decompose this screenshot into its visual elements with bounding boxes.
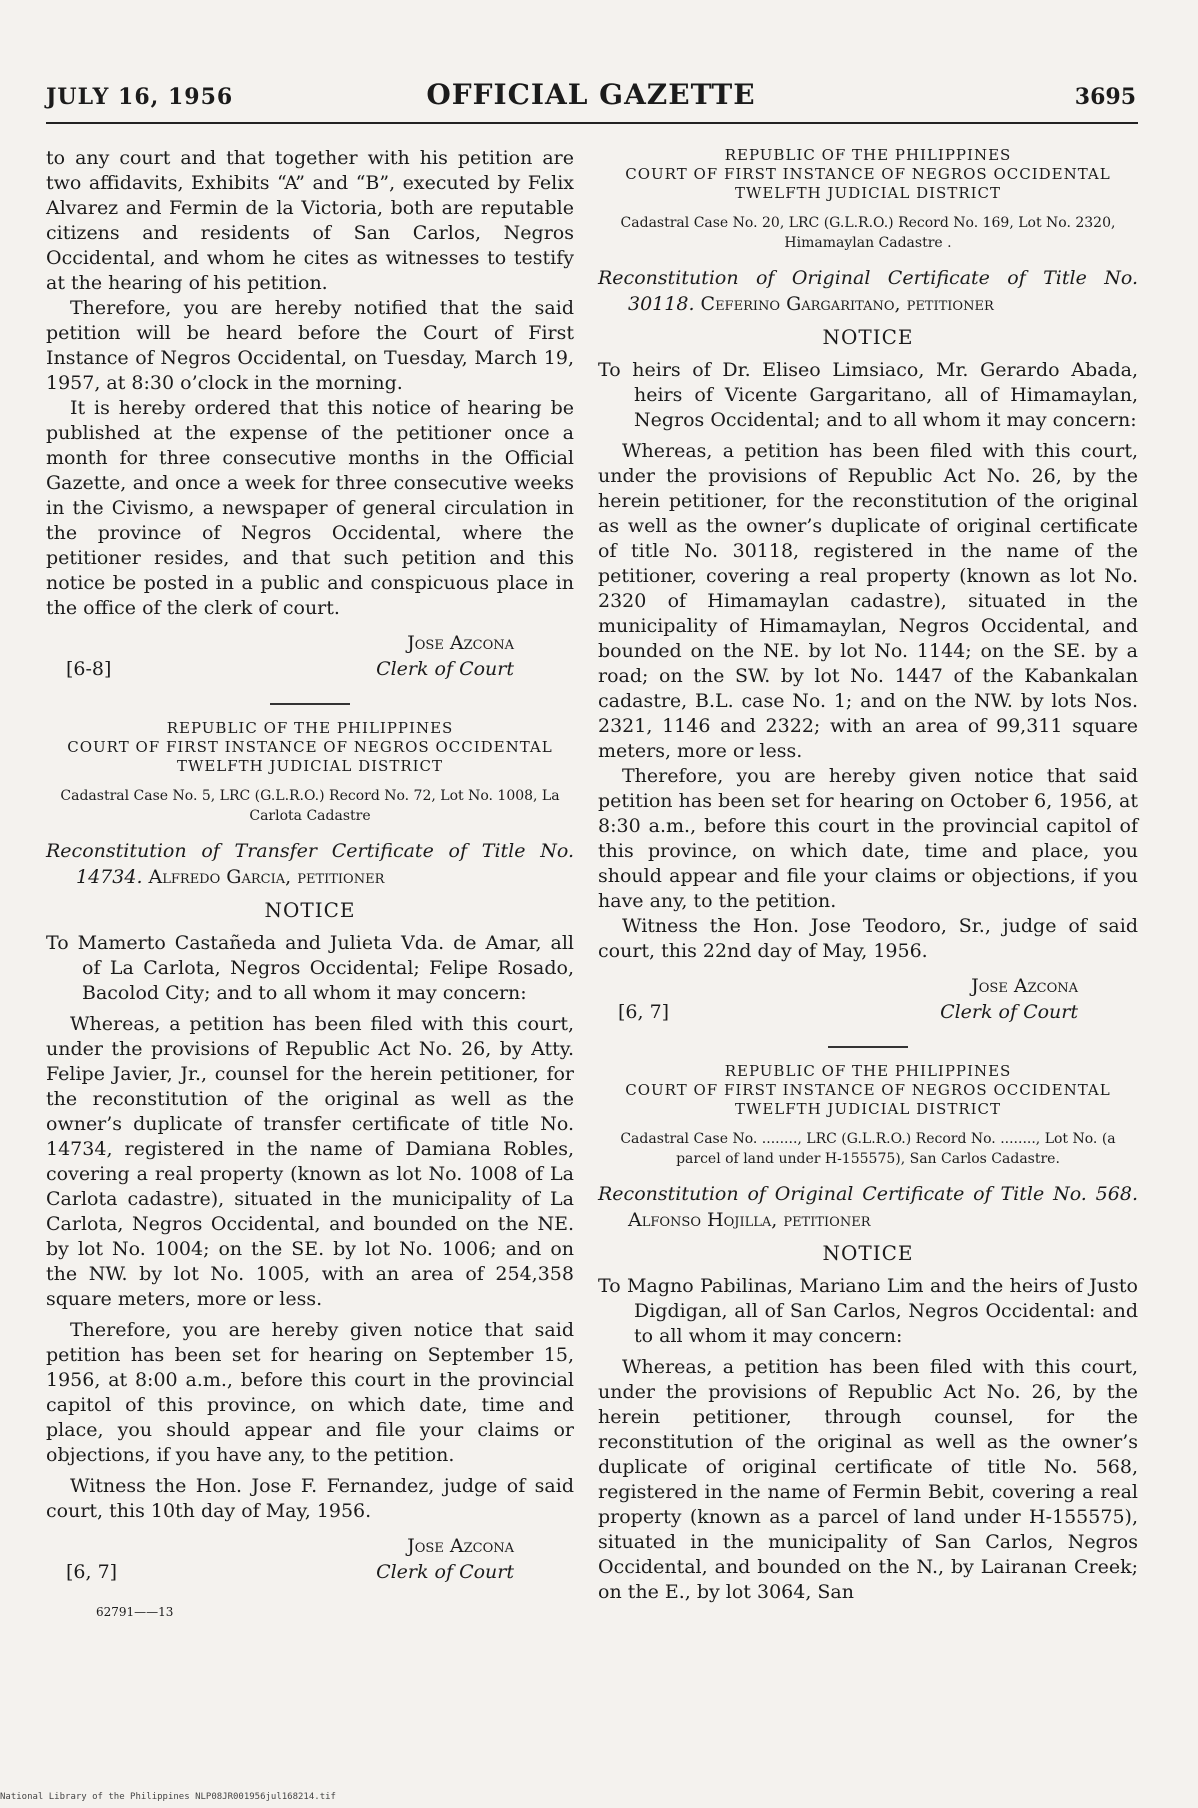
addressees: To heirs of Dr. Eliseo Limsiaco, Mr. Gerardo Abada, heirs of Vicente Gargaritano, all of Himamaylan, Negros Occidental; and to all whom it may concern: [598, 359, 1138, 431]
paragraph: Whereas, a petition has been filed with this court, under the provisions of Republic Act No. 26, by Atty. Felipe Javier, Jr., counsel for the herein petitioner, for the reconstitution of the original as well as the owner’s duplicate of transfer certificate of title No. 14734, registered in the name of Damiana Robles, covering a real property (known as lot No. 1008 of La Carlota cadastre), situated in the municipality of La Carlota, Negros Occidental, and bounded on the NE. by lot No. 1004; on the SE. by lot No. 1006; and on the NW. by lot No. 1005, with an area of 254,358 square meters, more or less. [46, 1013, 574, 1310]
signature-block [598, 974, 1138, 1028]
petitioner-name: Alfonso Hojilla, petitioner [628, 1209, 871, 1231]
reconstitution-title [598, 265, 1138, 317]
page-number: 3695 [1074, 84, 1136, 110]
section-divider [828, 1046, 908, 1048]
reconstitution-subject: Reconstitution of Original Certificate of Title No. 30118. [598, 267, 1138, 315]
issue-date: JULY 16, 1956 [46, 84, 234, 110]
clerk-title: Clerk of Court [376, 1561, 514, 1583]
petitioner-name: Ceferino Gargaritano, petitioner [700, 293, 994, 315]
scan-footer: National Library of the Philippines NLP08JR001956jul168214.tif [0, 1792, 336, 1802]
clerk-name: Jose Azcona [407, 632, 514, 654]
clerk-title: Clerk of Court [376, 658, 514, 680]
paragraph: Witness the Hon. Jose Teodoro, Sr., judge of said court, this 22nd day of May, 1956. [598, 915, 1138, 962]
addressees: To Mamerto Castañeda and Julieta Vda. de Amar, all of La Carlota, Negros Occidental; Felipe Rosado, Bacolod City; and to all whom it may concern: [46, 932, 574, 1004]
paragraph: Therefore, you are hereby given notice that said petition has been set for hearing on September 15, 1956, at 8:00 a.m., before this court in the provincial capitol of this province, on which date, time and place, you should appear and file your claims or objections, if you have any, to the petition. [46, 1319, 574, 1466]
addressees: To Magno Pabilinas, Mariano Lim and the heirs of Justo Digdigan, all of San Carlos, Negros Occidental: and to all whom it may concern: [598, 1275, 1138, 1347]
paragraph: Witness the Hon. Jose F. Fernandez, judge of said court, this 10th day of May, 1956. [46, 1475, 574, 1522]
issue-reference: [6, 7] [66, 1561, 118, 1583]
paragraph: Whereas, a petition has been filed with this court, under the provisions of Republic Act No. 26, by the herein petitioner, for the reconstitution of the original as well as the owner’s duplicate of original certificate of title No. 30118, registered in the name of the petitioner, covering a real property (known as lot No. 2320 of Himamaylan cadastre), situated in the municipality of Himamaylan, Negros Occidental, and bounded on the NE. by lot No. 1144; on the SE. by a road; on the SW. by lot No. 1447 of the Kabankalan cadastre, B.L. case No. 1; and on the NW. by lots Nos. 2321, 1146 and 2322; with an area of 99,311 square meters, more or less. [598, 440, 1138, 762]
paragraph: Therefore, you are hereby notified that the said petition will be heard before the Court of First Instance of Negros Occidental, on Tuesday, March 19, 1957, at 8:30 o’clock in the morning. [46, 297, 574, 394]
case-reference: Cadastral Case No. 5, LRC (G.L.R.O.) Record No. 72, Lot No. 1008, La Carlota Cadastre [60, 788, 560, 824]
petitioner-name: Alfredo Garcia, petitioner [148, 866, 385, 888]
reconstitution-title [598, 1181, 1138, 1233]
reconstitution-title [46, 838, 574, 890]
court-heading: REPUBLIC OF THE PHILIPPINES [166, 719, 454, 737]
page-header [46, 78, 1136, 118]
signature-block [46, 1534, 574, 1588]
print-code: 62791——13 [96, 1605, 174, 1619]
court-heading: COURT OF FIRST INSTANCE OF NEGROS OCCIDENTAL [625, 165, 1111, 183]
issue-reference: [6-8] [66, 658, 112, 680]
section-divider [270, 703, 350, 705]
court-heading: REPUBLIC OF THE PHILIPPINES [724, 1062, 1012, 1080]
notice-heading: NOTICE [822, 1241, 914, 1265]
issue-reference: [6, 7] [618, 1001, 670, 1023]
clerk-title: Clerk of Court [940, 1001, 1078, 1023]
header-rule [46, 122, 1138, 124]
signature-block [46, 631, 574, 685]
court-heading: TWELFTH JUDICIAL DISTRICT [734, 184, 1002, 202]
clerk-name: Jose Azcona [971, 975, 1078, 997]
court-heading: COURT OF FIRST INSTANCE OF NEGROS OCCIDENTAL [625, 1081, 1111, 1099]
notice-heading: NOTICE [822, 325, 914, 349]
paragraph: It is hereby ordered that this notice of hearing be published at the expense of the petitioner once a month for three consecutive months in the Official Gazette, and once a week for three consecutive weeks in the Civismo, a newspaper of general circulation in the province of Negros Occidental, where the petitioner resides, and that such petition and this notice be posted in a public and conspicuous place in the office of the clerk of court. [46, 397, 574, 619]
court-heading: REPUBLIC OF THE PHILIPPINES [724, 146, 1012, 164]
notice-heading: NOTICE [264, 898, 356, 922]
paragraph: Therefore, you are hereby given notice that said petition has been set for hearing on October 6, 1956, at 8:30 a.m., before this court in the provincial capitol of this province, on which date, time and place, you should appear and file your claims or objections, if you have any, to the petition. [598, 765, 1138, 912]
case-reference: Cadastral Case No. 20, LRC (G.L.R.O.) Record No. 169, Lot No. 2320, Himamaylan Cadastre . [620, 215, 1116, 251]
court-heading: TWELFTH JUDICIAL DISTRICT [734, 1100, 1002, 1118]
publication-title: OFFICIAL GAZETTE [426, 78, 756, 111]
paragraph: to any court and that together with his petition are two affidavits, Exhibits “A” and “B”, executed by Felix Alvarez and Fermin de la Victoria, both are reputable citizens and residents of San Carlos, Negros Occidental, and whom he cites as witnesses to testify at the hearing of his petition. [46, 147, 574, 294]
left-column [46, 146, 574, 1625]
right-column [598, 146, 1138, 1605]
reconstitution-subject: Reconstitution of Transfer Certificate of Title No. 14734. [46, 840, 574, 888]
clerk-name: Jose Azcona [407, 1535, 514, 1557]
court-heading: TWELFTH JUDICIAL DISTRICT [176, 757, 444, 775]
reconstitution-subject: Reconstitution of Original Certificate of Title No. 568. [598, 1183, 1138, 1205]
case-reference: Cadastral Case No. ........, LRC (G.L.R.O.) Record No. ........, Lot No. (a parcel of land under H-155575), San Carlos Cadastre. [620, 1131, 1116, 1167]
court-heading: COURT OF FIRST INSTANCE OF NEGROS OCCIDENTAL [67, 738, 553, 756]
paragraph: Whereas, a petition has been filed with this court, under the provisions of Republic Act No. 26, by the herein petitioner, through counsel, for the reconstitution of the original as well as the owner’s duplicate of original certificate of title No. 568, registered in the name of Fermin Bebit, covering a real property (known as a parcel of land under H-155575), situated in the municipality of San Carlos, Negros Occidental, and bounded on the N., by Lairanan Creek; on the E., by lot 3064, San [598, 1356, 1138, 1603]
